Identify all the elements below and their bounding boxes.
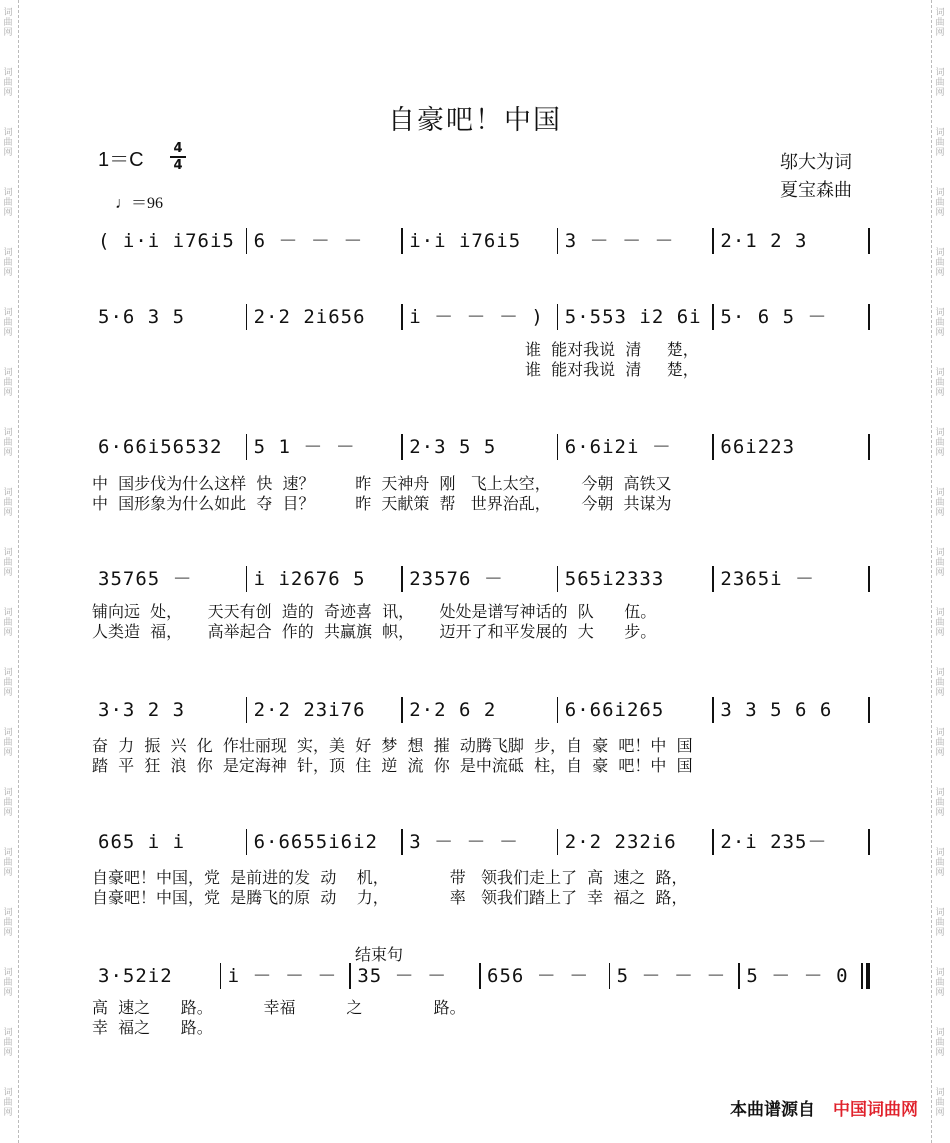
watermark-text: 词 曲 网 [3, 968, 13, 998]
measure-notes: 6·66i265 [564, 699, 665, 721]
barline [557, 566, 559, 592]
watermark-text: 词 曲 网 [3, 1088, 13, 1118]
source-brand: 中国词曲网 [833, 1100, 918, 1120]
measure-notes: i i2676 5 [253, 568, 366, 590]
measure-notes: 2·1 2 3 [720, 230, 808, 252]
measure-notes: 35 － － [357, 965, 448, 987]
measure-notes: 3·3 2 3 [98, 699, 186, 721]
barline [557, 304, 559, 330]
measure-notes: 3 － － － [409, 831, 519, 853]
barline [246, 304, 248, 330]
measure-notes: 2·2 6 2 [409, 699, 497, 721]
barline [401, 304, 403, 330]
watermark-text: 词 曲 网 [935, 248, 945, 278]
barline [401, 228, 403, 254]
watermark-text: 词 曲 网 [935, 1028, 945, 1058]
barline [609, 963, 611, 989]
watermark-text: 词 曲 网 [3, 1028, 13, 1058]
key-signature: 1＝C [98, 149, 144, 171]
measure-notes: 23576 － [409, 568, 504, 590]
measure-notes: 5·553 i2 6i [564, 306, 702, 328]
staff-row [92, 434, 870, 462]
barline [401, 434, 403, 460]
barline [557, 434, 559, 460]
song-title: 自豪吧！中国 [388, 105, 562, 136]
measure-notes: 3 － － － [564, 230, 675, 252]
measure-notes: i － － － [227, 965, 338, 987]
watermark-text: 词 曲 网 [3, 728, 13, 758]
watermark-text: 词 曲 网 [935, 908, 945, 938]
barline [868, 566, 870, 592]
staff-row [92, 963, 870, 991]
measure-notes: 6 － － － [253, 230, 364, 252]
barline [738, 963, 740, 989]
barline [246, 566, 248, 592]
measure-notes: 5· 6 5 － [720, 306, 828, 328]
tempo-marking: ♩＝96 [115, 195, 164, 212]
measure-notes: 6·6655i6i2 [253, 831, 378, 853]
measure-notes: 656 － － [487, 965, 590, 987]
watermark-text: 词 曲 网 [3, 188, 13, 218]
barline [868, 304, 870, 330]
measure-notes: 5·6 3 5 [98, 306, 186, 328]
barline [220, 963, 222, 989]
lyric-line: 中 国形象为什么如此 夺 目？ 昨 天献策 帮 世界治乱， 今朝 共谋为 [92, 494, 672, 513]
barline [246, 829, 248, 855]
composer-credit: 夏宝森曲 [780, 180, 852, 201]
measure-notes: i·i i76i5 [409, 230, 522, 252]
lyric-line: 幸 福之 路。 [92, 1018, 213, 1037]
watermark-text: 词 曲 网 [935, 1088, 945, 1118]
barline [557, 697, 559, 723]
barline [401, 697, 403, 723]
watermark-text: 词 曲 网 [3, 608, 13, 638]
barline [712, 566, 714, 592]
barline [349, 963, 351, 989]
measure-notes: 5 － － － [616, 965, 727, 987]
staff-row [92, 228, 870, 256]
lyric-line: 高 速之 路。 幸福 之 路。 [92, 998, 466, 1017]
watermark-text: 词 曲 网 [935, 368, 945, 398]
barline [246, 697, 248, 723]
watermark-text: 词 曲 网 [935, 188, 945, 218]
watermark-text: 词 曲 网 [935, 848, 945, 878]
watermark-text: 词 曲 网 [935, 668, 945, 698]
measure-notes: 2·i 235－ [720, 831, 828, 853]
barline [479, 963, 481, 989]
measure-notes: 2·3 5 5 [409, 436, 497, 458]
watermark-text: 词 曲 网 [935, 608, 945, 638]
measure-notes: 35765 － [98, 568, 193, 590]
barline [246, 434, 248, 460]
barline [557, 228, 559, 254]
lyric-line: 人类造 福， 高举起合 作的 共赢旗 帜， 迈开了和平发展的 大 步。 [92, 622, 657, 641]
measure-notes: 2·2 232i6 [564, 831, 677, 853]
watermark-text: 词 曲 网 [3, 308, 13, 338]
measure-notes: 565i2333 [564, 568, 665, 590]
watermark-text: 词 曲 网 [935, 968, 945, 998]
watermark-text: 词 曲 网 [3, 248, 13, 278]
barline [712, 829, 714, 855]
measure-notes: 3·52i2 [98, 965, 173, 987]
measure-notes: 2·2 2i656 [253, 306, 366, 328]
lyric-line: 中 国步伐为什么这样 快 速？ 昨 天神舟 刚 飞上太空， 今朝 高铁又 [92, 474, 672, 493]
watermark-text: 词 曲 网 [935, 488, 945, 518]
barline [868, 228, 870, 254]
measure-notes: 2365i － [720, 568, 816, 590]
barline [712, 697, 714, 723]
watermark-text: 词 曲 网 [3, 68, 13, 98]
measure-notes: 66i223 [720, 436, 796, 458]
final-barline [866, 963, 870, 989]
barline [712, 434, 714, 460]
watermark-text: 词 曲 网 [935, 308, 945, 338]
lyric-line: 谁 能对我说 清 楚， [525, 340, 699, 359]
barline [712, 304, 714, 330]
watermark-text: 词 曲 网 [935, 728, 945, 758]
watermark-text: 词 曲 网 [3, 548, 13, 578]
lyric-line: 谁 能对我说 清 楚， [525, 360, 699, 379]
watermark-text: 词 曲 网 [3, 488, 13, 518]
ending-label: 结束句 [355, 945, 404, 964]
lyric-line: 奋 力 振 兴 化 作壮丽现 实，美 好 梦 想 摧 动腾飞脚 步，自 豪 吧！中 国 [92, 736, 693, 755]
watermark-text: 词 曲 网 [3, 368, 13, 398]
barline [401, 829, 403, 855]
measure-notes: 6·66i56532 [98, 436, 223, 458]
measure-notes: 3 3 5 6 6 [720, 699, 833, 721]
watermark-text: 词 曲 网 [935, 788, 945, 818]
time-signature-top: 4 [173, 141, 183, 156]
lyric-line: 自豪吧！中国，党 是腾飞的原 动 力， 率 领我们踏上了 幸 福之 路， [92, 888, 688, 907]
measure-notes: 5 － － 0 [746, 965, 849, 987]
lyric-line: 铺向远 处， 天天有创 造的 奇迹喜 讯， 处处是谱写神话的 队 伍。 [92, 602, 657, 621]
barline [712, 228, 714, 254]
measure-notes: 5 1 － － [253, 436, 356, 458]
measure-notes: ( i·i i76i5 [98, 230, 235, 252]
watermark-text: 词 曲 网 [3, 128, 13, 158]
final-barline-thin [861, 963, 863, 989]
measure-notes: i － － － ) [409, 306, 544, 328]
time-signature [170, 142, 186, 172]
staff-row [92, 304, 870, 332]
staff-row [92, 829, 870, 857]
barline [868, 697, 870, 723]
watermark-text: 词 曲 网 [935, 428, 945, 458]
watermark-text: 词 曲 网 [935, 68, 945, 98]
measure-notes: 665 i i [98, 831, 186, 853]
barline [868, 434, 870, 460]
watermark-text: 词 曲 网 [3, 8, 13, 38]
barline [401, 566, 403, 592]
staff-row [92, 566, 870, 594]
barline [557, 829, 559, 855]
watermark-text: 词 曲 网 [3, 788, 13, 818]
measure-notes: 6·6i2i － [564, 436, 672, 458]
measure-notes: 2·2 23i76 [253, 699, 366, 721]
source-label: 本曲谱源自 [730, 1100, 815, 1120]
lyric-line: 踏 平 狂 浪 你 是定海神 针，顶 住 逆 流 你 是中流砥 柱，自 豪 吧！中 国 [92, 756, 693, 775]
watermark-text: 词 曲 网 [935, 548, 945, 578]
watermark-text: 词 曲 网 [3, 908, 13, 938]
watermark-text: 词 曲 网 [3, 668, 13, 698]
lyric-line: 自豪吧！中国，党 是前进的发 动 机， 带 领我们走上了 高 速之 路， [92, 868, 688, 887]
lyricist-credit: 邬大为词 [780, 152, 852, 173]
watermark-text: 词 曲 网 [3, 428, 13, 458]
barline [868, 829, 870, 855]
barline [246, 228, 248, 254]
watermark-text: 词 曲 网 [935, 8, 945, 38]
staff-row [92, 697, 870, 725]
time-signature-bottom: 4 [173, 158, 183, 173]
source-credit [730, 1095, 918, 1120]
watermark-text: 词 曲 网 [3, 848, 13, 878]
watermark-text: 词 曲 网 [935, 128, 945, 158]
